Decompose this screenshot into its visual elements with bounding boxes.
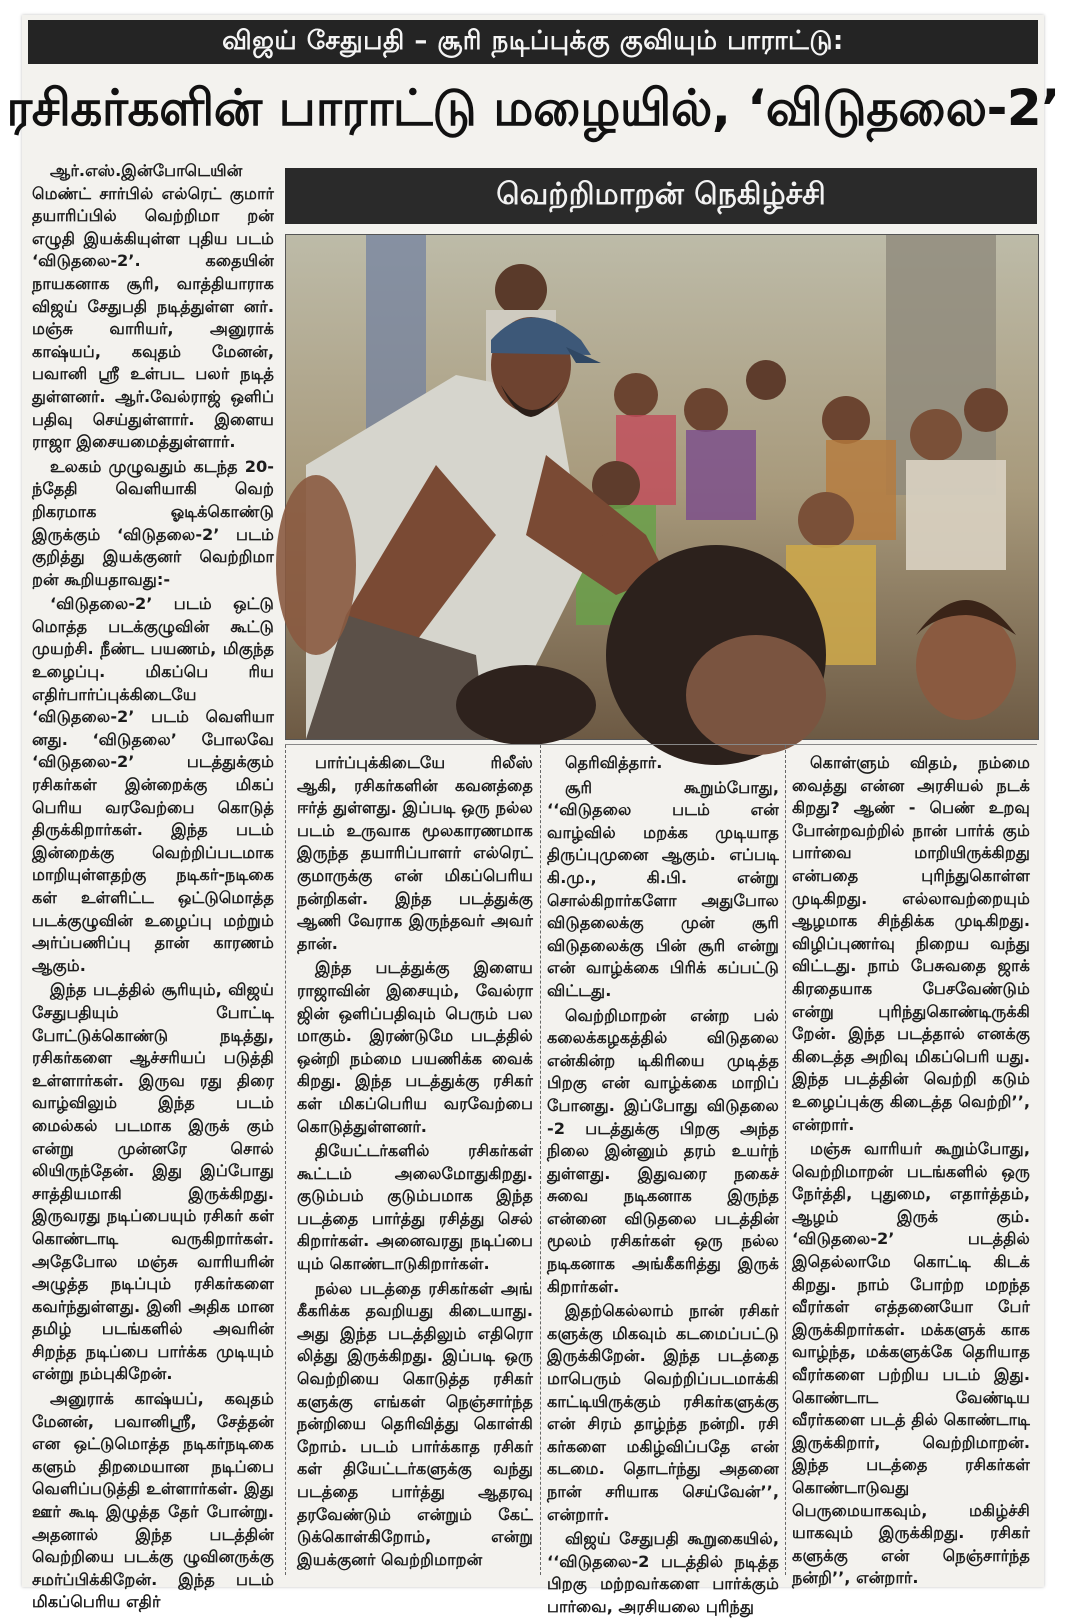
article-column-3	[547, 752, 779, 1616]
paragraph: பார்ப்புக்கிடையே ரிலீஸ் ஆகி, ரசிகர்களின் கவனத்தை ஈர்த் துள்ளது. இப்படி ஒரு நல்ல படம் உருவாக மூலகாரணமாக இருந்த தயாரிப்பாளர் எல்ரெட் குமாருக்கு என் மிகப்பெரிய நன்றிகள். இந்த படத்துக்கு ஆணி வேராக இருந்தவர் அவர் தான்.	[297, 753, 533, 953]
paragraph: இந்த படத்துக்கு இளைய ராஜாவின் இசையும், வேல்ரா ஜின் ஒளிப்பதிவும் பெரும் பல மாகும். இரண்டுமே படத்தில் ஒன்றி நம்மை பயணிக்க வைக் கிறது. இந்த படத்துக்கு ரசிகர் கள் மிகப்பெரிய வரவேற்பை கொடுத்துள்ளனர்.	[297, 958, 533, 1136]
paragraph: தெரிவித்தார்.	[565, 753, 663, 772]
paragraph: வெற்றிமாறன் என்ற பல் கலைக்கழகத்தில் விடுதலை என்கின்ற டிகிரியை முடித்த பிறகு என் வாழ்க்கை மாறிப் போனது. இப்போது விடுதலை -2 படத்துக்கு பிறகு அந்த நிலை இன்னும் தரம் உயர்ந் துள்ளது. இதுவரை நகைச் சுவை நடிகனாக இருந்த என்னை விடுதலை படத்தின் மூலம் ரசிகர்கள் ஒரு நல்ல நடிகனாக அங்கீகரித்து இருக் கிறார்கள்.	[547, 1005, 779, 1296]
paragraph: நல்ல படத்தை ரசிகர்கள் அங் கீகரிக்க தவறியது கிடையாது. அது இந்த படத்திலும் எதிரொ லித்து இருக்கிறது. இப்படி ஒரு வெற்றியை கொடுத்த ரசிகர் களுக்கு எங்கள் நெஞ்சார்ந்த நன்றியை தெரிவித்து கொள்கி றோம். படம் பார்க்காத ரசிகர் கள் தியேட்டர்களுக்கு வந்து படத்தை பார்த்து ஆதரவு தரவேண்டும் என்றும் கேட் டுக்கொள்கிறோம், என்று இயக்குனர் வெற்றிமாறன்	[297, 1278, 533, 1569]
paragraph: தியேட்டர்களில் ரசிகர்கள் கூட்டம் அலைமோதுகிறது. குடும்பம் குடும்பமாக இந்த படத்தை பார்த்து ரசித்து செல் கிறார்கள். அனைவரது நடிப்பை யும் கொண்டாடுகிறார்கள்.	[297, 1141, 533, 1274]
photo-bottom-rule	[285, 744, 1037, 745]
article-column-2	[297, 752, 533, 1575]
paragraph: கொள்ளும் விதம், நம்மை வைத்து என்ன அரசியல் நடக் கிறது? ஆண் - பெண் உறவு போன்றவற்றில் நான் பார்க் கும் பார்வை மாறியிருக்கிறது என்பதை புரிந்துகொள்ள முடிகிறது. எல்லாவற்றையும் ஆழமாக சிந்திக்க முடிகிறது. விழிப்புணர்வு நிறைய வந்து விட்டது. நாம் பேசுவதை ஜாக் கிரதையாக பேசவேண்டும் என்று புரிந்துகொண்டிருக்கி றேன். இந்த படத்தால் எனக்கு கிடைத்த அறிவு மிகப்பெரி யது. இந்த படத்தின் வெற்றி கடும் உழைப்புக்கு கிடைத்த வெற்றி’’, என்றார்.	[792, 753, 1030, 1134]
kicker-banner: விஜய் சேதுபதி – சூரி நடிப்புக்கு குவியும் பாராட்டு:	[28, 20, 1038, 64]
column-divider	[540, 745, 541, 1575]
paragraph: அனுராக் காஷ்யப், கவுதம் மேனன், பவானிஸ்ரீ, சேத்தன் என ஒட்டுமொத்த நடிகர்நடிகை களும் திறமையான நடிப்பை வெளிப்படுத்தி உள்ளார்கள். இது ஊர் கூடி இழுத்த தேர் போன்று. அதனால் இந்த படத்தின் வெற்றியை படக்கு ழுவினருக்கு சமர்ப்பிக்கிறேன். இந்த படம் மிகப்பெரிய எதிர்	[32, 1389, 274, 1612]
paragraph: ஆர்.எஸ்.இன்போடெயின் மெண்ட் சார்பில் எல்ரெட் குமார் தயாரிப்பில் வெற்றிமா றன் எழுதி இயக்கியுள்ள புதிய படம் ‘விடுதலை-2’. கதையின் நாயகனாக சூரி, வாத்தியாராக விஜய் சேதுபதி நடித்துள்ள னர். மஞ்சு வாரியர், அனுராக் காஷ்யப், கவுதம் மேனன், பவானி ஸ்ரீ உள்பட பலர் நடித் துள்ளனர். ஆர்.வேல்ராஜ் ஒளிப் பதிவு செய்துள்ளார். இளைய ராஜா இசையமைத்துள்ளார்.	[32, 161, 274, 452]
paragraph: இதற்கெல்லாம் நான் ரசிகர் களுக்கு மிகவும் கடமைப்பட்டு இருக்கிறேன். இந்த படத்தை மாபெரும் வெற்றிப்படமாக்கி காட்டியிருக்கும் ரசிகர்களுக்கு என் சிரம் தாழ்ந்த நன்றி. ரசி கர்களை மகிழ்விப்பதே என் கடமை. தொடர்ந்து அதனை நான் சரியாக செய்வேன்’’, என்றார்.	[547, 1301, 779, 1524]
subheadline-banner: வெற்றிமாறன் நெகிழ்ச்சி	[285, 168, 1037, 224]
column-divider	[785, 745, 786, 1575]
paragraph: சூரி கூறும்போது, ‘‘விடுதலை படம் என் வாழ்வில் மறக்க முடியாத திருப்புமுனை ஆகும். எப்படி கி.மு., கி.பி. என்று சொல்கிறார்களோ அதுபோல விடுதலைக்கு முன் சூரி விடுதலைக்கு பின் சூரி என்று என் வாழ்க்கை பிரிக் கப்பட்டு விட்டது.	[547, 777, 779, 1000]
column-divider	[285, 745, 286, 1575]
paragraph: இந்த படத்தில் சூரியும், விஜய் சேதுபதியும் போட்டி போட்டுக்கொண்டு நடித்து, ரசிகர்களை ஆச்சரியப் படுத்தி உள்ளார்கள். இருவ ரது திரை வாழ்விலும் இந்த படம் மைல்கல் படமாக இருக் கும் என்று முன்னரே சொல் லியிருந்தேன். இது இப்போது சாத்தியமாகி இருக்கிறது. இருவரது நடிப்பையும் ரசிகர் கள் கொண்டாடி வருகிறார்கள். அதேபோல மஞ்சு வாரியரின் அழுத்த நடிப்பும் ரசிகர்களை கவர்ந்துள்ளது. இனி அதிக மான தமிழ் படங்களில் அவரின் சிறந்த நடிப்பை பார்க்க முடியும் என்று நம்புகிறேன்.	[32, 980, 274, 1384]
film-set-photo	[285, 234, 1039, 740]
article-column-4	[792, 752, 1030, 1588]
photo-illustration	[286, 235, 1038, 739]
headline: ரசிகர்களின் பாராட்டு மழையில், ‘விடுதலை-2’	[6, 78, 1060, 137]
paragraph: உலகம் முழுவதும் கடந்த 20-ந்தேதி வெளியாகி வெற் றிகரமாக ஓடிக்கொண்டு இருக்கும் ‘விடுதலை-2’ படம் குறித்து இயக்குனர் வெற்றிமா றன் கூறியதாவது:-	[32, 456, 274, 589]
paragraph: விஜய் சேதுபதி கூறுகையில், ‘‘விடுதலை-2 படத்தில் நடித்த பிறகு மற்றவர்களை பார்க்கும் பார்வை, அரசியலை புரிந்து	[547, 1529, 779, 1616]
paragraph: ‘விடுதலை-2’ படம் ஒட்டு மொத்த படக்குழுவின் கூட்டு முயற்சி. நீண்ட பயணம், மிகுந்த உழைப்பு. மிகப்பெ ரிய எதிர்பார்ப்புக்கிடையே ‘விடுதலை-2’ படம் வெளியா னது. ‘விடுதலை’ போலவே ‘விடுதலை-2’ படத்துக்கும் ரசிகர்கள் இன்றைக்கு மிகப் பெரிய வரவேற்பை கொடுத் திருக்கிறார்கள். இந்த படம் இன்றைக்கு வெற்றிப்படமாக மாறியுள்ளதற்கு நடிகர்-நடிகை கள் உள்ளிட்ட ஒட்டுமொத்த படக்குழுவின் உழைப்பு மற்றும் அர்ப்பணிப்பு தான் காரணம் ஆகும்.	[32, 594, 274, 975]
article-column-1	[32, 160, 274, 1612]
paragraph: மஞ்சு வாரியர் கூறும்போது, வெற்றிமாறன் படங்களில் ஒரு நேர்த்தி, புதுமை, எதார்த்தம், ஆழம் இருக் கும். ‘விடுதலை-2’ படத்தில் இதெல்லாமே கொட்டி கிடக் கிறது. நாம் போற்ற மறந்த வீரர்கள் எத்தனையோ பேர் இருக்கிறார்கள். மக்களுக் காக வாழ்ந்த, மக்களுக்கே தெரியாத வீரர்களை பற்றிய படம் இது. கொண்டாட வேண்டிய வீரர்களை படத் தில் கொண்டாடி இருக்கிறார், வெற்றிமாறன். இந்த படத்தை ரசிகர்கள் கொண்டாடுவது பெருமையாகவும், மகிழ்ச்சி யாகவும் இருக்கிறது. ரசிகர் களுக்கு என் நெஞ்சார்ந்த நன்றி’’, என்றார்.	[792, 1139, 1030, 1588]
